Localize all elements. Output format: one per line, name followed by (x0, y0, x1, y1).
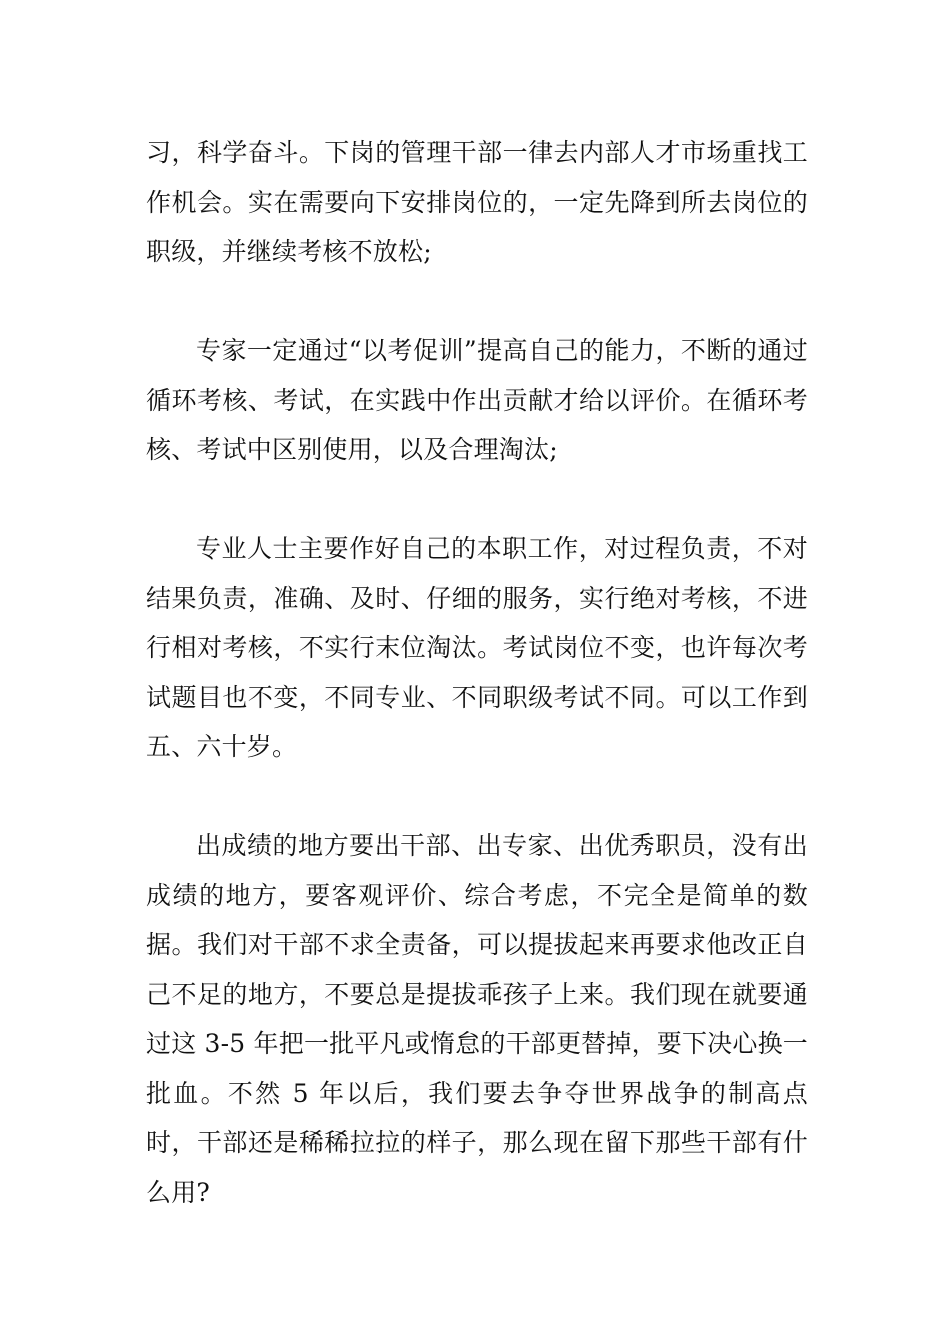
paragraph-performance: 出成绩的地方要出干部、出专家、出优秀职员，没有出成绩的地方，要客观评价、综合考虑，不完全是简单的数据。我们对干部不求全责备，可以提拔起来再要求他改正自己不足的地方，不要总是提拔乖孩子上来。我们现在就要通过这 3-5 年把一批平凡或惰怠的干部更替掉，要下决心换一批血。不然 5 年以后，我们要去争夺世界战争的制高点时，干部还是稀稀拉拉的样子，那么现在留下那些干部有什么用? (146, 831, 808, 1207)
paragraph-continuation: 习，科学奋斗。下岗的管理干部一律去内部人才市场重找工作机会。实在需要向下安排岗位的，一定先降到所去岗位的职级，并继续考核不放松; (146, 138, 808, 266)
paragraph-experts: 专家一定通过“以考促训”提高自己的能力，不断的通过循环考核、考试，在实践中作出贡献才给以评价。在循环考核、考试中区别使用，以及合理淘汰; (146, 336, 808, 464)
paragraph-professionals: 专业人士主要作好自己的本职工作，对过程负责，不对结果负责，准确、及时、仔细的服务，实行绝对考核，不进行相对考核，不实行末位淘汰。考试岗位不变，也许每次考试题目也不变，不同专业、不同职级考试不同。可以工作到五、六十岁。 (146, 534, 808, 761)
